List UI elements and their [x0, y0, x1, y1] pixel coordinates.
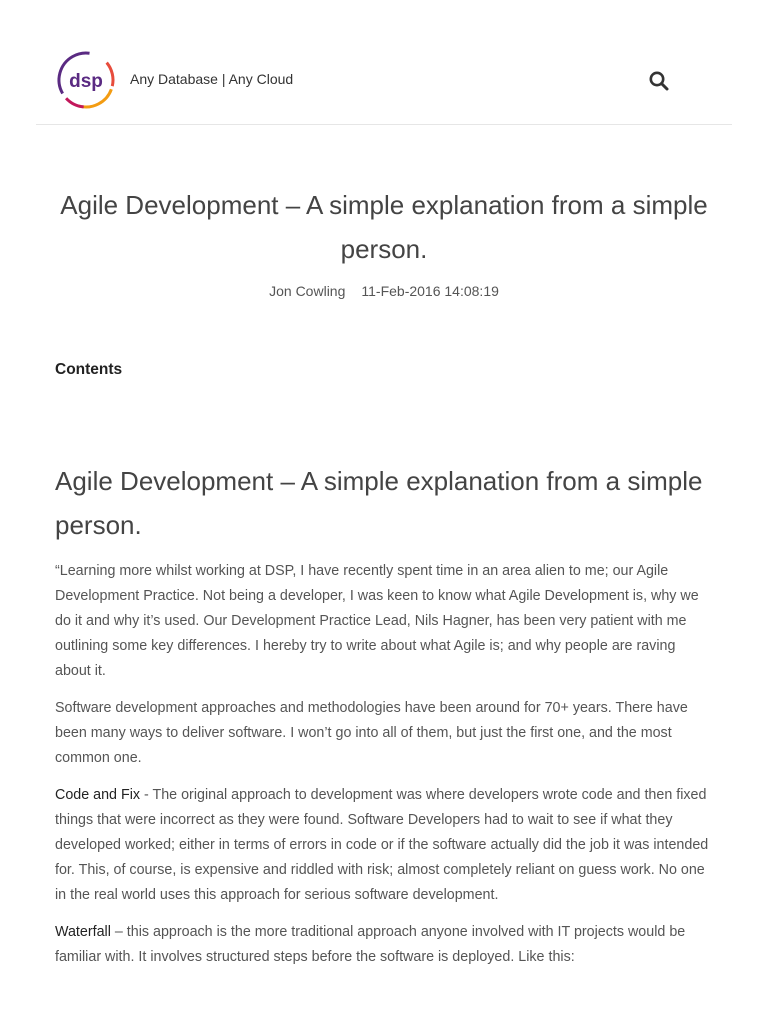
logo-text: dsp [69, 71, 103, 92]
site-tagline: Any Database | Any Cloud [130, 71, 294, 87]
waterfall-term: Waterfall [55, 924, 111, 940]
site-header [36, 0, 732, 125]
history-paragraph: Software development approaches and methodologies have been around for 70+ years. There have been many ways to deliver software. I won’t go into all of them, but just the first one, and the most common one. [55, 700, 688, 766]
article-meta [0, 283, 768, 299]
code-and-fix-text: - The original approach to development was where developers wrote code and then fixed things that were incorrect as they were found. Software Developers had to wait to see if what they developed worked; either in terms of errors in code or if the software actually did the job it was intended for. This, of course, is expensive and riddled with risk; almost completely reliant on guess work. No one in the real world uses this approach for serious software development. [55, 787, 709, 903]
search-icon[interactable] [648, 70, 670, 92]
code-and-fix-term: Code and Fix [55, 787, 141, 803]
article-date: 11-Feb-2016 14:08:19 [361, 283, 499, 299]
logo-icon [55, 49, 117, 111]
intro-paragraph: “Learning more whilst working at DSP, I have recently spent time in an area alien to me; our Agile Development Practice. Not being a developer, I was keen to know what Agile Development is, why we do it and why it’s used. Our Development Practice Lead, Nils Hagner, has been very patient with me outlining some key differences. I hereby try to write about what Agile is; and why people are raving about it. [55, 563, 699, 679]
waterfall-text: – this approach is the more traditional approach anyone involved with IT projects would be familiar with. It involves structured steps before the software is deployed. Like this: [55, 924, 686, 965]
dsp-logo[interactable] [55, 49, 117, 111]
code-and-fix-paragraph [55, 783, 713, 908]
contents-label: Contents [55, 361, 123, 378]
waterfall-paragraph [55, 920, 713, 970]
article-heading: Agile Development – A simple explanation from a simple person. [55, 466, 703, 540]
article-author[interactable]: Jon Cowling [269, 283, 346, 299]
article-title: Agile Development – A simple explanation from a simple person. [60, 190, 708, 264]
